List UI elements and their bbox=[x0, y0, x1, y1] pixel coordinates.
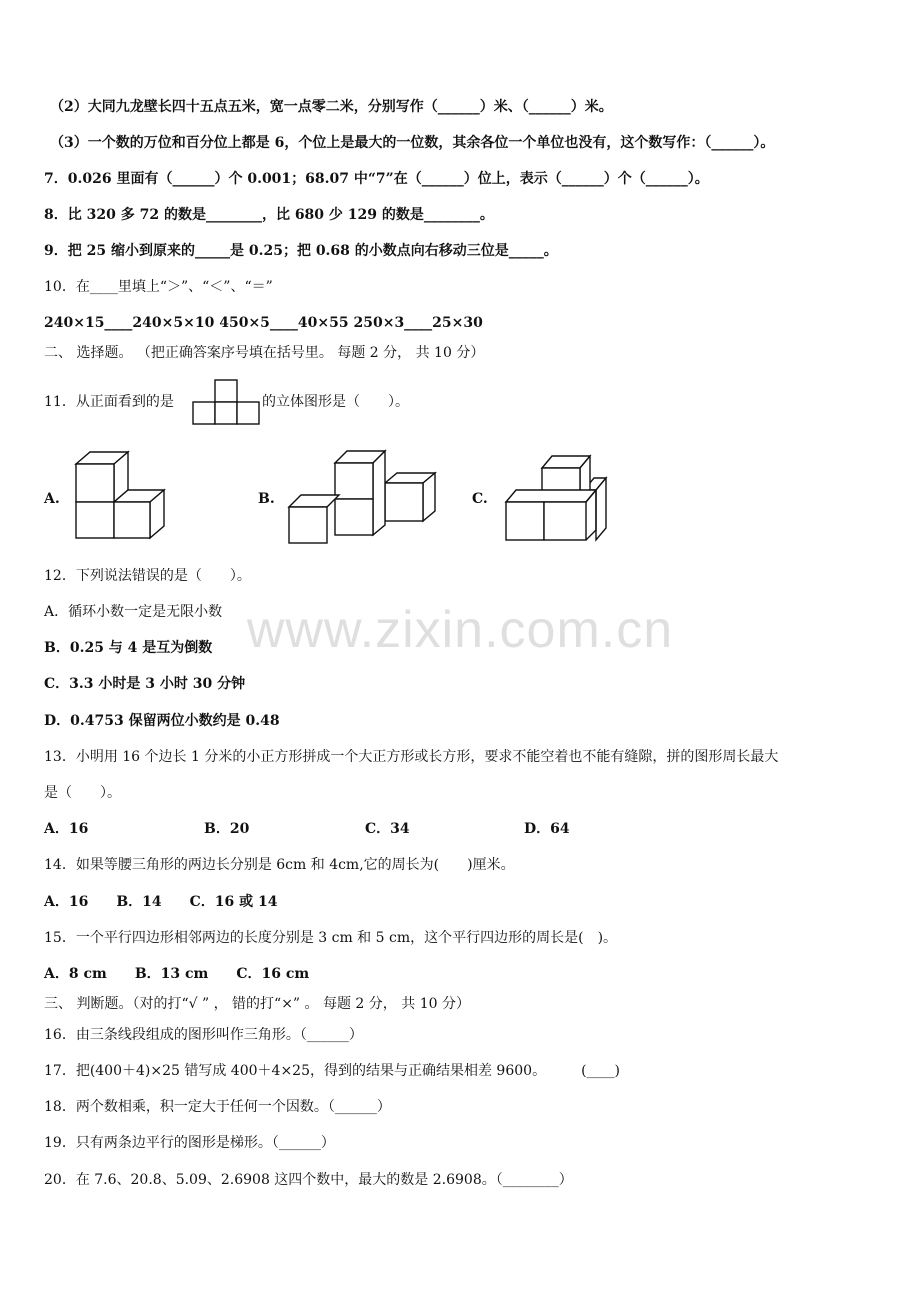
question-13-line-1: 13．小明用 16 个边长 1 分米的小正方形拼成一个大正方形或长方形，要求不能空着也不能有缝隙，拼的图形周长最大 bbox=[44, 749, 779, 765]
question-20: 20．在 7.6、20.8、5.09、2.6908 这四个数中，最大的数是 2.6908。（________） bbox=[44, 1172, 573, 1188]
question-15: 15．一个平行四边形相邻两边的长度分别是 3 cm 和 5 cm，这个平行四边形的周长是( )。 bbox=[44, 930, 618, 946]
question-13-option-b: B．20 bbox=[204, 821, 250, 837]
question-6-2: （2）大同九龙壁长四十五点五米，宽一点零二米，分别写作（______）米、（______）米。 bbox=[50, 99, 613, 115]
question-13-option-c: C．34 bbox=[365, 821, 410, 837]
question-17: 17．把(400＋4)×25 错写成 400＋4×25，得到的结果与正确结果相差 9600。 (____) bbox=[44, 1063, 620, 1079]
section-3-heading: 三、 判断题。（对的打“√ ” ， 错的打“×” 。 每题 2 分， 共 10 分） bbox=[44, 996, 470, 1012]
question-10: 10．在____里填上“＞”、“＜”、“＝” bbox=[44, 279, 273, 295]
question-19: 19．只有两条边平行的图形是梯形。（______） bbox=[44, 1135, 335, 1151]
question-11-suffix: 的立体图形是（ ）。 bbox=[262, 394, 409, 410]
question-11-prefix: 11．从正面看到的是 bbox=[44, 394, 174, 410]
watermark: www.zixin.com.cn bbox=[246, 601, 674, 659]
option-a-figure bbox=[70, 450, 170, 542]
question-13-option-a: A．16 bbox=[44, 821, 89, 837]
question-12-option-a: A．循环小数一定是无限小数 bbox=[44, 604, 223, 620]
question-7: 7．0.026 里面有（______）个 0.001；68.07 中“7”在（______）位上，表示（______）个（______）。 bbox=[44, 171, 709, 187]
front-view-figure bbox=[190, 378, 262, 426]
question-6-3: （3）一个数的万位和百分位上都是 6，个位上是最大的一位数，其余各位一个单位也没有，这个数写作：（______）。 bbox=[50, 135, 775, 151]
question-14-options: A．16 B．14 C．16 或 14 bbox=[44, 894, 278, 910]
option-c-label: C. bbox=[472, 491, 488, 507]
question-18: 18．两个数相乘，积一定大于任何一个因数。（______） bbox=[44, 1099, 391, 1115]
question-16: 16．由三条线段组成的图形叫作三角形。（______） bbox=[44, 1027, 363, 1043]
question-12-option-b: B．0.25 与 4 是互为倒数 bbox=[44, 640, 213, 656]
question-13-option-d: D．64 bbox=[524, 821, 570, 837]
question-13-line-2: 是（ ）。 bbox=[44, 785, 121, 801]
section-2-heading: 二、 选择题。 （把正确答案序号填在括号里。 每题 2 分， 共 10 分） bbox=[44, 345, 485, 361]
question-15-options: A．8 cm B．13 cm C．16 cm bbox=[44, 966, 310, 982]
option-a-label: A. bbox=[44, 491, 60, 507]
question-12-option-c: C．3.3 小时是 3 小时 30 分钟 bbox=[44, 676, 246, 692]
question-8: 8．比 320 多 72 的数是________，比 680 少 129 的数是________。 bbox=[44, 207, 494, 223]
question-14: 14．如果等腰三角形的两边长分别是 6cm 和 4cm,它的周长为( )厘米。 bbox=[44, 857, 515, 873]
question-12-option-d: D．0.4753 保留两位小数约是 0.48 bbox=[44, 713, 280, 729]
question-9: 9．把 25 缩小到原来的_____是 0.25；把 0.68 的小数点向右移动三位是_____。 bbox=[44, 243, 558, 259]
question-12: 12．下列说法错误的是（ ）。 bbox=[44, 568, 251, 584]
option-b-label: B. bbox=[258, 491, 275, 507]
question-10-items: 240×15____240×5×10 450×5____40×55 250×3____25×30 bbox=[44, 315, 483, 331]
option-c-figure bbox=[500, 450, 610, 545]
option-b-figure bbox=[285, 445, 440, 547]
